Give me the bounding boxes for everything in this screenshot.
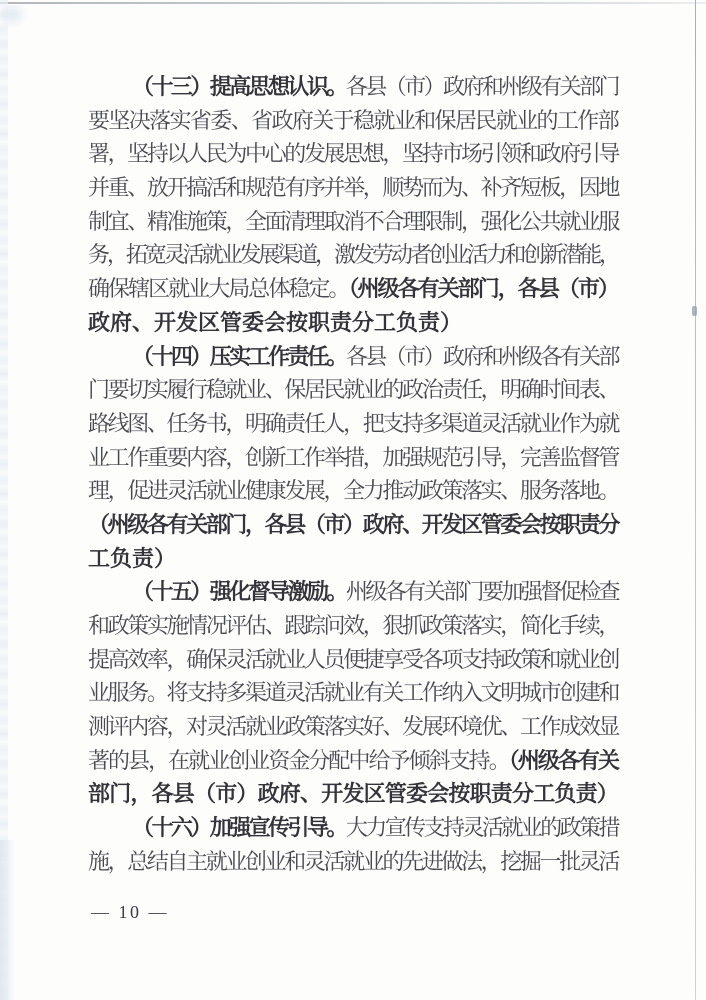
document-line [88, 710, 618, 744]
emphasis-text: （十五）强化督导激励。 [132, 579, 346, 605]
body-text: 署，坚持以人民为中心的发展思想，坚持市场引领和政府引导 [88, 141, 618, 167]
emphasis-text: 政府、开发区管委会按职责分工负责） [88, 309, 463, 335]
body-text: 确保辖区就业大局总体稳定。 [88, 276, 349, 302]
body-text: 和政策实施情况评估、跟踪问效，狠抓政策落实，简化手续， [88, 613, 618, 638]
document-line [88, 542, 618, 576]
scan-artifact-right-blip [692, 306, 697, 316]
body-text: 业工作重要内容，创新工作举措，加强规范引导，完善监督管 [88, 444, 618, 470]
body-text: 务，拓宽灵活就业发展渠道，激发劳动者创业活力和创新潜能， [88, 242, 618, 268]
scan-artifact-top-smudge [2, 5, 28, 29]
document-body [88, 70, 618, 879]
body-text: 州级各有关部门要加强督促检查 [345, 579, 618, 605]
document-line [132, 575, 618, 609]
document-line [88, 238, 618, 272]
document-line [88, 643, 618, 677]
body-text: 大力宣传支持灵活就业的政策措 [345, 815, 618, 841]
emphasis-text: （十四）压实工作责任。 [132, 343, 346, 369]
document-line [88, 104, 618, 138]
body-text: 施，总结自主就业创业和灵活就业的先进做法，挖掘一批灵活 [88, 848, 618, 874]
document-line [88, 171, 618, 205]
body-text: 各县（市）政府和州级各有关部 [345, 343, 618, 369]
body-text: 路线图、任务书，明确责任人，把支持多渠道灵活就业作为就 [88, 410, 618, 436]
body-text: 各县（市）政府和州级有关部门 [345, 74, 618, 99]
body-text: 测评内容，对灵活就业政策落实好、发展环境优、工作成效显 [88, 714, 618, 740]
body-text: 业服务。将支持多渠道灵活就业有关工作纳入文明城市创建和 [88, 680, 618, 706]
document-line [88, 609, 618, 643]
body-text: 提高效率，确保灵活就业人员便捷享受各项支持政策和就业创 [88, 646, 618, 672]
emphasis-text: （州级各有关部门，各县（市）政府、开发区管委会按职责分 [88, 511, 618, 537]
document-line [88, 845, 618, 879]
body-text: 著的县，在就业创业资金分配中给予倾斜支持。 [88, 747, 509, 773]
body-text: 门要切实履行稳就业、保居民就业的政治责任，明确时间表、 [88, 377, 618, 403]
document-line [88, 137, 618, 171]
body-text: 制宜、精准施策，全面清理取消不合理限制，强化公共就业服 [88, 208, 618, 234]
emphasis-text: 工负责） [88, 545, 177, 571]
document-line [88, 474, 618, 508]
emphasis-text: （州级各有关 [508, 747, 618, 773]
document-line [88, 441, 618, 475]
emphasis-text: （十六）加强宣传引导。 [132, 815, 346, 841]
document-line [88, 676, 618, 710]
scan-artifact-top-line [0, 2, 706, 4]
body-text: 理，促进灵活就业健康发展，全力推动政策落实、服务落地。 [88, 478, 618, 504]
document-line [88, 205, 618, 239]
document-line [88, 777, 618, 811]
document-line [88, 508, 618, 542]
document-line [88, 407, 618, 441]
emphasis-text: 部门，各县（市）政府、开发区管委会按职责分工负责） [88, 781, 618, 807]
document-line [132, 340, 618, 374]
document-line [88, 373, 618, 407]
document-line [88, 744, 618, 778]
body-text: 并重、放开搞活和规范有序并举，顺势而为、补齐短板，因地 [88, 175, 618, 201]
emphasis-text: （州级各有关部门，各县（市） [348, 276, 618, 302]
document-line [132, 70, 618, 104]
document-line [132, 811, 618, 845]
emphasis-text: （十三）提高思想认识。 [132, 74, 346, 99]
page-number: — 10 — [91, 902, 169, 922]
document-line [88, 306, 618, 340]
body-text: 要坚决落实省委、省政府关于稳就业和保居民就业的工作部 [88, 107, 618, 133]
scan-artifact-left-bottom-tint [0, 840, 15, 1000]
scan-artifact-right-line [695, 0, 696, 1000]
document-line [88, 272, 618, 306]
